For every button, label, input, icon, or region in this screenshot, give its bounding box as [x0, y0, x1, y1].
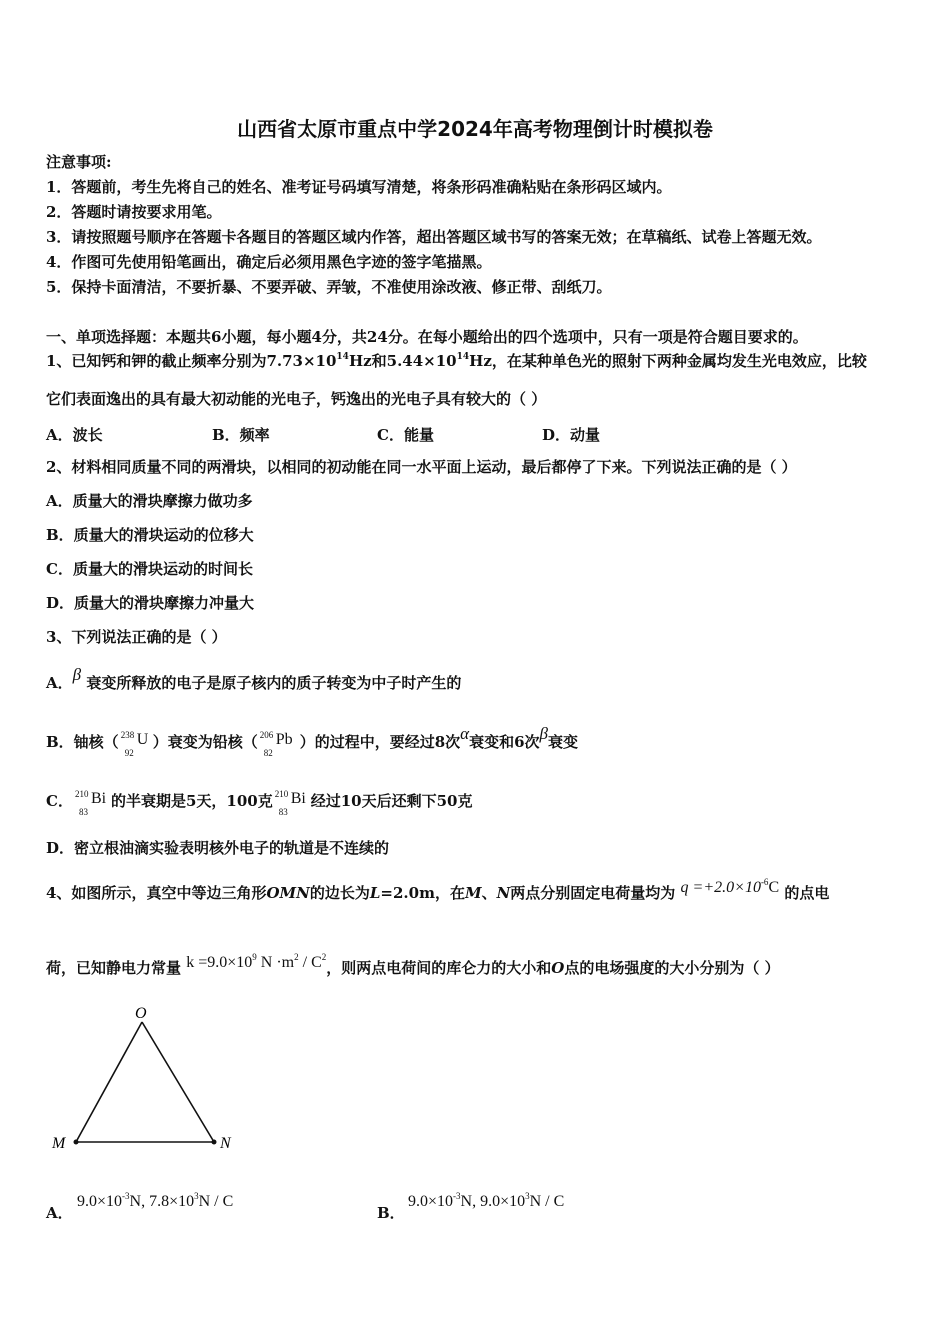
q4-option-b-label[interactable]: B． — [377, 1204, 405, 1222]
page-title: 山西省太原市重点中学2024年高考物理倒计时模拟卷 — [237, 117, 713, 141]
q2-option-b[interactable]: B．质量大的滑块运动的位移大 — [46, 526, 254, 544]
side-on — [142, 1022, 214, 1142]
section-heading: 一、单项选择题：本题共6小题，每小题4分，共24分。在每小题给出的四个选项中，只有一项是符合题目要求的。 — [46, 328, 808, 346]
q1-option-d[interactable]: D．动量 — [542, 426, 601, 444]
notice-item: 4．作图可先使用铅笔画出，确定后必须用黑色字迹的签字笔描黑。 — [46, 253, 492, 271]
q1-option-b[interactable]: B．频率 — [212, 426, 270, 444]
q2-stem: 2、材料相同质量不同的两滑块，以相同的初动能在同一水平面上运动，最后都停了下来。下列说法正确的是（ ） — [46, 458, 797, 476]
lead-nuclide: 206 82 Pb — [259, 730, 293, 758]
q2-option-d[interactable]: D．质量大的滑块摩擦力冲量大 — [46, 594, 255, 612]
notice-item: 5．保持卡面清洁，不要折暴、不要弄破、弄皱，不准使用涂改液、修正带、刮纸刀。 — [46, 278, 612, 296]
q1-option-c[interactable]: C．能量 — [377, 426, 434, 444]
q4-stem-line2: 荷，已知静电力常量 $k =9.0\times 10^9$ $N \cdot m^2 / C^2$，则两点电荷间的库仑力的大小和O点的电场强度的大小分别为（ ） — [46, 952, 780, 977]
q3-option-c[interactable]: C． 210 83 Bi 的半衰期是5天，100克 210 83 Bi 经过10天后还剩下50克 — [46, 789, 473, 817]
q4-stem-line1: 4、如图所示，真空中等边三角形OMN的边长为L=2.0m，在M、N两点分别固定电荷量均为 $q =+2.0\times 10^{-6}C$ 的点电 — [46, 877, 830, 902]
q3-option-a[interactable]: A．β 衰变所释放的电子是原子核内的质子转变为中子时产生的 — [46, 665, 462, 692]
label-n: N — [220, 1135, 231, 1152]
notice-heading: 注意事项: — [46, 153, 112, 171]
notice-item: 1．答题前，考生先将自己的姓名、准考证号码填写清楚，将条形码准确粘贴在条形码区域内。 — [46, 178, 672, 196]
q1-option-a[interactable]: A．波长 — [46, 426, 103, 444]
q1-stem-line1: 1、已知钙和钾的截止频率分别为$7.73\times 10^{14}Hz$和$5.44\times 10^{14}Hz$，在某种单色光的照射下两种金属均发生光电效应，比较 — [46, 352, 867, 370]
uranium-nuclide: 238 92 U — [120, 730, 149, 758]
q3-stem: 3、下列说法正确的是（ ） — [46, 628, 227, 646]
q2-option-a[interactable]: A．质量大的滑块摩擦力做功多 — [46, 492, 253, 510]
notice-item: 2．答题时请按要求用笔。 — [46, 203, 222, 221]
point-n — [212, 1140, 217, 1145]
bismuth-nuclide: 210 83 Bi — [74, 789, 107, 817]
q4-option-a[interactable]: $9.0\times 10^{-3}N$, $7.8\times 10^3N / C$ — [77, 1191, 234, 1210]
q3-option-d[interactable]: D．密立根油滴实验表明核外电子的轨道是不连续的 — [46, 839, 390, 857]
q3-option-b[interactable]: B．铀核（ 238 92 U ）衰变为铅核（ 206 82 Pb ）的过程中，要经过8次α衰变和6次β衰变 — [46, 724, 579, 758]
point-m — [74, 1140, 79, 1145]
q4-option-a-label[interactable]: A． — [46, 1204, 73, 1222]
bismuth-nuclide: 210 83 Bi — [274, 789, 306, 817]
q4-option-b[interactable]: $9.0\times 10^{-3}N$, $9.0\times 10^3N / C$ — [408, 1191, 565, 1210]
label-o: O — [135, 1005, 147, 1022]
triangle-figure — [44, 1000, 244, 1160]
label-m: M — [52, 1135, 66, 1152]
side-om — [76, 1022, 142, 1142]
q1-stem-line2: 它们表面逸出的具有最大初动能的光电子，钙逸出的光电子具有较大的（ ） — [46, 390, 547, 408]
notice-item: 3．请按照题号顺序在答题卡各题目的答题区域内作答，超出答题区域书写的答案无效；在草稿纸、试卷上答题无效。 — [46, 228, 822, 246]
q2-option-c[interactable]: C．质量大的滑块运动的时间长 — [46, 560, 253, 578]
